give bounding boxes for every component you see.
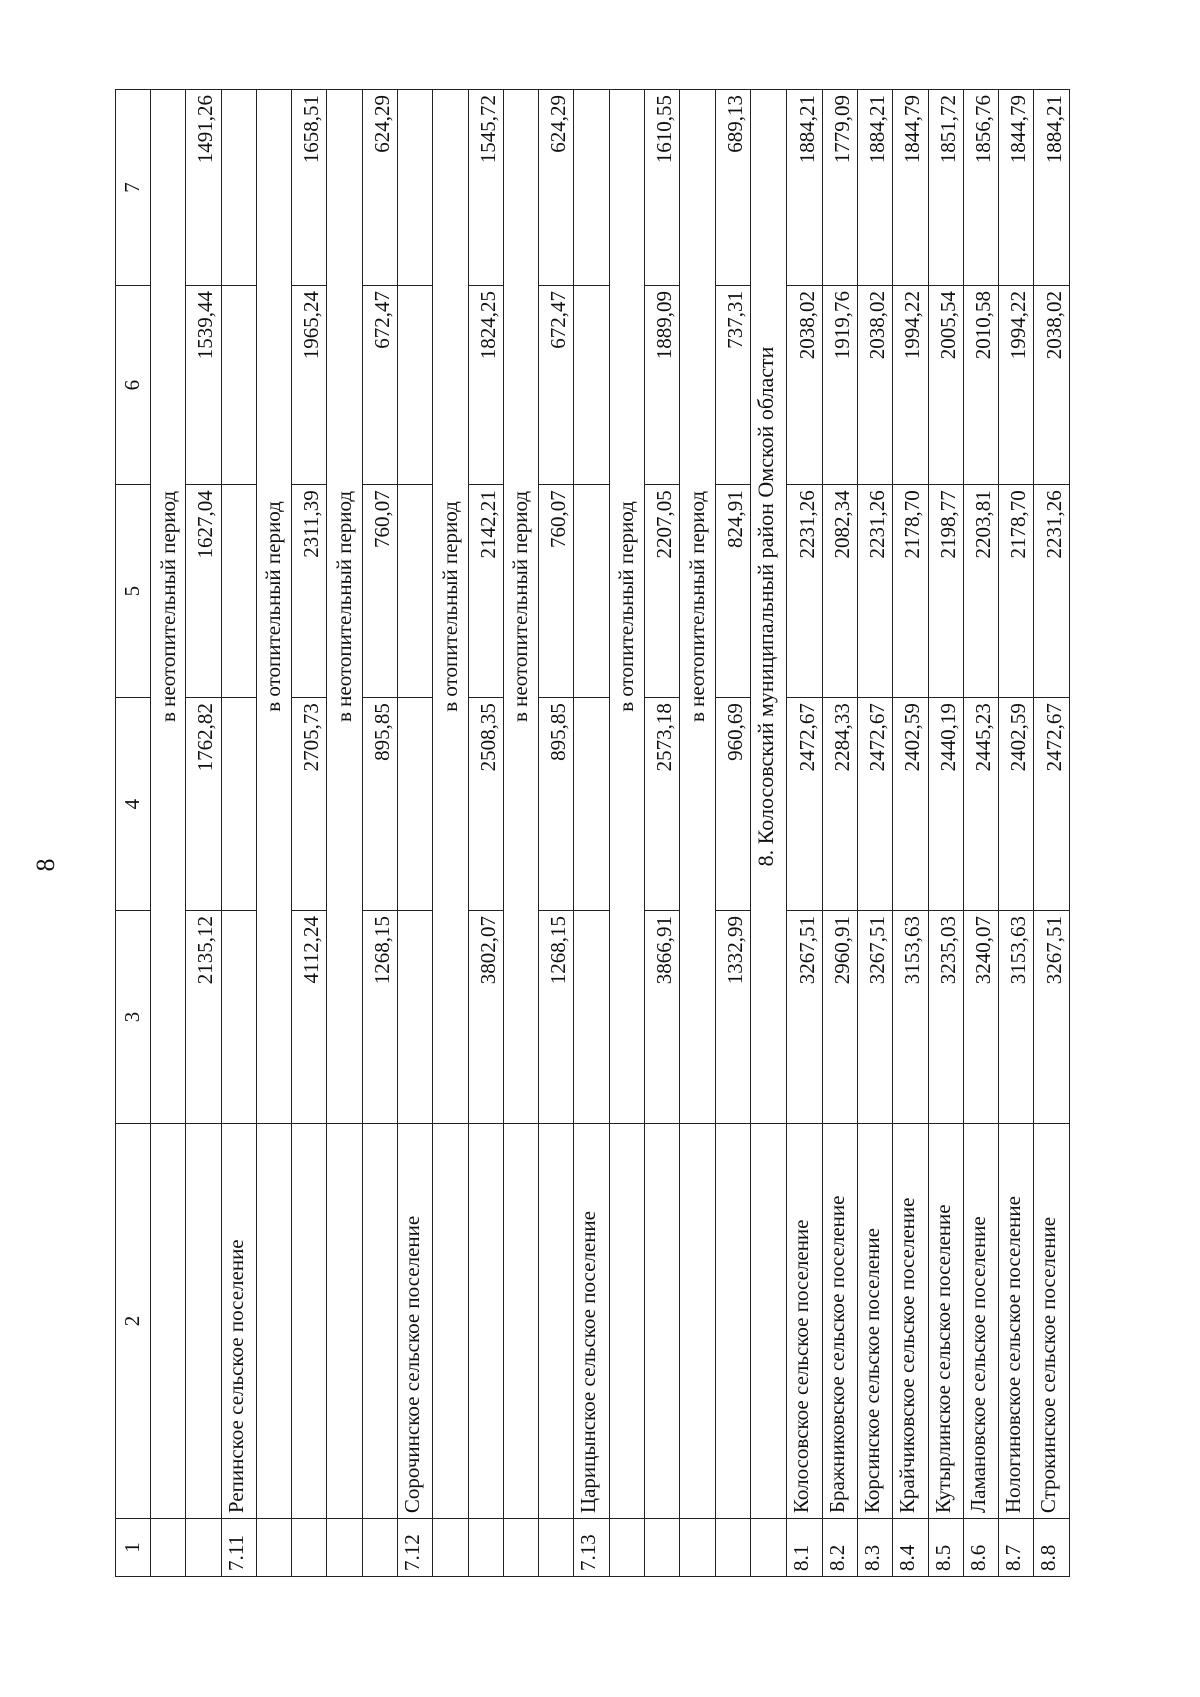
row-name: Колосовское сельское поселение xyxy=(787,1123,822,1518)
value-cell: 672,47 xyxy=(539,285,574,484)
value-cell: 1762,82 xyxy=(186,698,221,911)
value-cell: 2038,02 xyxy=(1034,285,1070,484)
value-cell: 624,29 xyxy=(539,90,574,286)
empty-cell xyxy=(574,90,609,286)
value-cell: 1994,22 xyxy=(999,285,1034,484)
entity-name: Сорочинское сельское поселение xyxy=(397,1123,432,1518)
value-cell: 1545,72 xyxy=(468,90,503,286)
row-code: 8.2 xyxy=(822,1519,857,1577)
header-row xyxy=(116,90,151,1577)
value-cell: 2311,39 xyxy=(292,485,327,698)
value-cell: 895,85 xyxy=(362,698,397,911)
value-cell: 1844,79 xyxy=(999,90,1034,286)
table-row xyxy=(397,90,432,1577)
value-cell: 1268,15 xyxy=(362,911,397,1124)
code-cell xyxy=(292,1519,327,1577)
table-row xyxy=(292,90,327,1577)
row-name: Крайчиковское сельское поселение xyxy=(893,1123,928,1518)
row-code: 8.7 xyxy=(999,1519,1034,1577)
value-cell: 824,91 xyxy=(715,485,750,698)
value-cell: 1779,09 xyxy=(822,90,857,286)
value-cell: 2038,02 xyxy=(858,285,893,484)
entity-code: 7.13 xyxy=(574,1519,609,1577)
code-cell xyxy=(609,1519,644,1577)
value-cell: 2135,12 xyxy=(186,911,221,1124)
value-cell: 1884,21 xyxy=(858,90,893,286)
name-cell xyxy=(468,1123,503,1518)
name-cell xyxy=(151,1123,186,1518)
col-header-1: 1 xyxy=(116,1519,151,1577)
value-cell: 3267,51 xyxy=(858,911,893,1124)
code-cell xyxy=(644,1519,679,1577)
value-cell: 1919,76 xyxy=(822,285,857,484)
value-cell: 2231,26 xyxy=(858,485,893,698)
page-number: 8 xyxy=(31,858,60,872)
row-code: 8.1 xyxy=(787,1519,822,1577)
row-code: 8.6 xyxy=(963,1519,998,1577)
code-cell xyxy=(503,1519,538,1577)
empty-cell xyxy=(221,485,256,698)
empty-cell xyxy=(221,911,256,1124)
col-header-2: 2 xyxy=(116,1123,151,1518)
row-name: Корсинское сельское поселение xyxy=(858,1123,893,1518)
value-cell: 2402,59 xyxy=(893,698,928,911)
value-cell: 2705,73 xyxy=(292,698,327,911)
empty-cell xyxy=(574,485,609,698)
section-row xyxy=(750,90,787,1577)
tariff-table xyxy=(115,89,1070,1577)
table-row xyxy=(822,90,857,1577)
table-row xyxy=(362,90,397,1577)
name-cell xyxy=(680,1123,715,1518)
value-cell: 3802,07 xyxy=(468,911,503,1124)
value-cell: 2284,33 xyxy=(822,698,857,911)
code-cell xyxy=(680,1519,715,1577)
table-row xyxy=(858,90,893,1577)
period-label: в отопительный период xyxy=(256,90,291,1124)
name-cell xyxy=(609,1123,644,1518)
empty-cell xyxy=(221,285,256,484)
code-cell xyxy=(468,1519,503,1577)
name-cell xyxy=(539,1123,574,1518)
period-label: в отопительный период xyxy=(609,90,644,1124)
table-row xyxy=(963,90,998,1577)
col-header-3: 3 xyxy=(116,911,151,1124)
value-cell: 2402,59 xyxy=(999,698,1034,911)
value-cell: 624,29 xyxy=(362,90,397,286)
col-header-7: 7 xyxy=(116,90,151,286)
tariff-table-container xyxy=(115,89,1070,1577)
empty-cell xyxy=(397,698,432,911)
name-cell xyxy=(644,1123,679,1518)
empty-cell xyxy=(574,285,609,484)
table-row xyxy=(609,90,644,1577)
value-cell: 2472,67 xyxy=(787,698,822,911)
value-cell: 3240,07 xyxy=(963,911,998,1124)
name-cell xyxy=(750,1123,787,1518)
value-cell: 2038,02 xyxy=(787,285,822,484)
table-row xyxy=(539,90,574,1577)
value-cell: 1856,76 xyxy=(963,90,998,286)
value-cell: 1658,51 xyxy=(292,90,327,286)
name-cell xyxy=(503,1123,538,1518)
code-cell xyxy=(750,1519,787,1577)
value-cell: 2960,91 xyxy=(822,911,857,1124)
value-cell: 2508,35 xyxy=(468,698,503,911)
table-row xyxy=(680,90,715,1577)
code-cell xyxy=(327,1519,362,1577)
table-row xyxy=(1034,90,1070,1577)
value-cell: 2198,77 xyxy=(928,485,963,698)
table-row xyxy=(186,90,221,1577)
value-cell: 1610,55 xyxy=(644,90,679,286)
name-cell xyxy=(256,1123,291,1518)
value-cell: 3153,63 xyxy=(999,911,1034,1124)
value-cell: 1851,72 xyxy=(928,90,963,286)
table-row xyxy=(928,90,963,1577)
value-cell: 2005,54 xyxy=(928,285,963,484)
code-cell xyxy=(433,1519,468,1577)
value-cell: 3267,51 xyxy=(1034,911,1070,1124)
table-row xyxy=(715,90,750,1577)
table-row xyxy=(893,90,928,1577)
row-name: Кутырлинское сельское поселение xyxy=(928,1123,963,1518)
value-cell: 689,13 xyxy=(715,90,750,286)
period-label: в неотопительный период xyxy=(503,90,538,1124)
value-cell: 2231,26 xyxy=(787,485,822,698)
value-cell: 1332,99 xyxy=(715,911,750,1124)
row-name: Ламановское сельское поселение xyxy=(963,1123,998,1518)
row-code: 8.3 xyxy=(858,1519,893,1577)
period-label: в отопительный период xyxy=(433,90,468,1124)
value-cell: 3235,03 xyxy=(928,911,963,1124)
row-name: Бражниковское сельское поселение xyxy=(822,1123,857,1518)
value-cell: 2207,05 xyxy=(644,485,679,698)
value-cell: 1884,21 xyxy=(787,90,822,286)
table-row xyxy=(468,90,503,1577)
value-cell: 1884,21 xyxy=(1034,90,1070,286)
empty-cell xyxy=(221,90,256,286)
value-cell: 895,85 xyxy=(539,698,574,911)
value-cell: 3866,91 xyxy=(644,911,679,1124)
table-row xyxy=(327,90,362,1577)
table-row xyxy=(433,90,468,1577)
value-cell: 2445,23 xyxy=(963,698,998,911)
section-label: 8. Колосовский муниципальный район Омской области xyxy=(750,90,787,1124)
empty-cell xyxy=(397,485,432,698)
value-cell: 760,07 xyxy=(362,485,397,698)
col-header-6: 6 xyxy=(116,285,151,484)
value-cell: 672,47 xyxy=(362,285,397,484)
period-label: в неотопительный период xyxy=(327,90,362,1124)
empty-cell xyxy=(397,285,432,484)
table-body xyxy=(151,90,1070,1577)
value-cell: 3153,63 xyxy=(893,911,928,1124)
empty-cell xyxy=(574,911,609,1124)
value-cell: 1844,79 xyxy=(893,90,928,286)
empty-cell xyxy=(397,90,432,286)
table-row xyxy=(999,90,1034,1577)
value-cell: 3267,51 xyxy=(787,911,822,1124)
col-header-4: 4 xyxy=(116,698,151,911)
table-row xyxy=(256,90,291,1577)
value-cell: 1539,44 xyxy=(186,285,221,484)
value-cell: 2142,21 xyxy=(468,485,503,698)
table-row xyxy=(644,90,679,1577)
entity-code: 7.12 xyxy=(397,1519,432,1577)
col-header-5: 5 xyxy=(116,485,151,698)
empty-cell xyxy=(574,698,609,911)
period-label: в неотопительный период xyxy=(680,90,715,1124)
code-cell xyxy=(186,1519,221,1577)
name-cell xyxy=(292,1123,327,1518)
value-cell: 2472,67 xyxy=(858,698,893,911)
value-cell: 2440,19 xyxy=(928,698,963,911)
value-cell: 1889,09 xyxy=(644,285,679,484)
value-cell: 1627,04 xyxy=(186,485,221,698)
value-cell: 1268,15 xyxy=(539,911,574,1124)
value-cell: 2231,26 xyxy=(1034,485,1070,698)
name-cell xyxy=(715,1123,750,1518)
name-cell xyxy=(327,1123,362,1518)
row-name: Строкинское сельское поселение xyxy=(1034,1123,1070,1518)
value-cell: 1965,24 xyxy=(292,285,327,484)
value-cell: 2573,18 xyxy=(644,698,679,911)
name-cell xyxy=(362,1123,397,1518)
value-cell: 4112,24 xyxy=(292,911,327,1124)
code-cell xyxy=(256,1519,291,1577)
value-cell: 2178,70 xyxy=(999,485,1034,698)
code-cell xyxy=(715,1519,750,1577)
name-cell xyxy=(186,1123,221,1518)
row-code: 8.4 xyxy=(893,1519,928,1577)
table-row xyxy=(151,90,186,1577)
empty-cell xyxy=(397,911,432,1124)
row-code: 8.5 xyxy=(928,1519,963,1577)
value-cell: 1491,26 xyxy=(186,90,221,286)
value-cell: 1824,25 xyxy=(468,285,503,484)
value-cell: 2203,81 xyxy=(963,485,998,698)
table-row xyxy=(787,90,822,1577)
value-cell: 760,07 xyxy=(539,485,574,698)
table-row xyxy=(574,90,609,1577)
value-cell: 960,69 xyxy=(715,698,750,911)
row-code: 8.8 xyxy=(1034,1519,1070,1577)
value-cell: 2010,58 xyxy=(963,285,998,484)
entity-code: 7.11 xyxy=(221,1519,256,1577)
value-cell: 2178,70 xyxy=(893,485,928,698)
entity-name: Репинское сельское поселение xyxy=(221,1123,256,1518)
table-row xyxy=(221,90,256,1577)
period-label: в неотопительный период xyxy=(151,90,186,1124)
row-name: Нологиновское сельское поселение xyxy=(999,1123,1034,1518)
empty-cell xyxy=(221,698,256,911)
value-cell: 737,31 xyxy=(715,285,750,484)
code-cell xyxy=(362,1519,397,1577)
code-cell xyxy=(151,1519,186,1577)
value-cell: 1994,22 xyxy=(893,285,928,484)
table-row xyxy=(503,90,538,1577)
value-cell: 2472,67 xyxy=(1034,698,1070,911)
code-cell xyxy=(539,1519,574,1577)
value-cell: 2082,34 xyxy=(822,485,857,698)
name-cell xyxy=(433,1123,468,1518)
entity-name: Царицынское сельское поселение xyxy=(574,1123,609,1518)
